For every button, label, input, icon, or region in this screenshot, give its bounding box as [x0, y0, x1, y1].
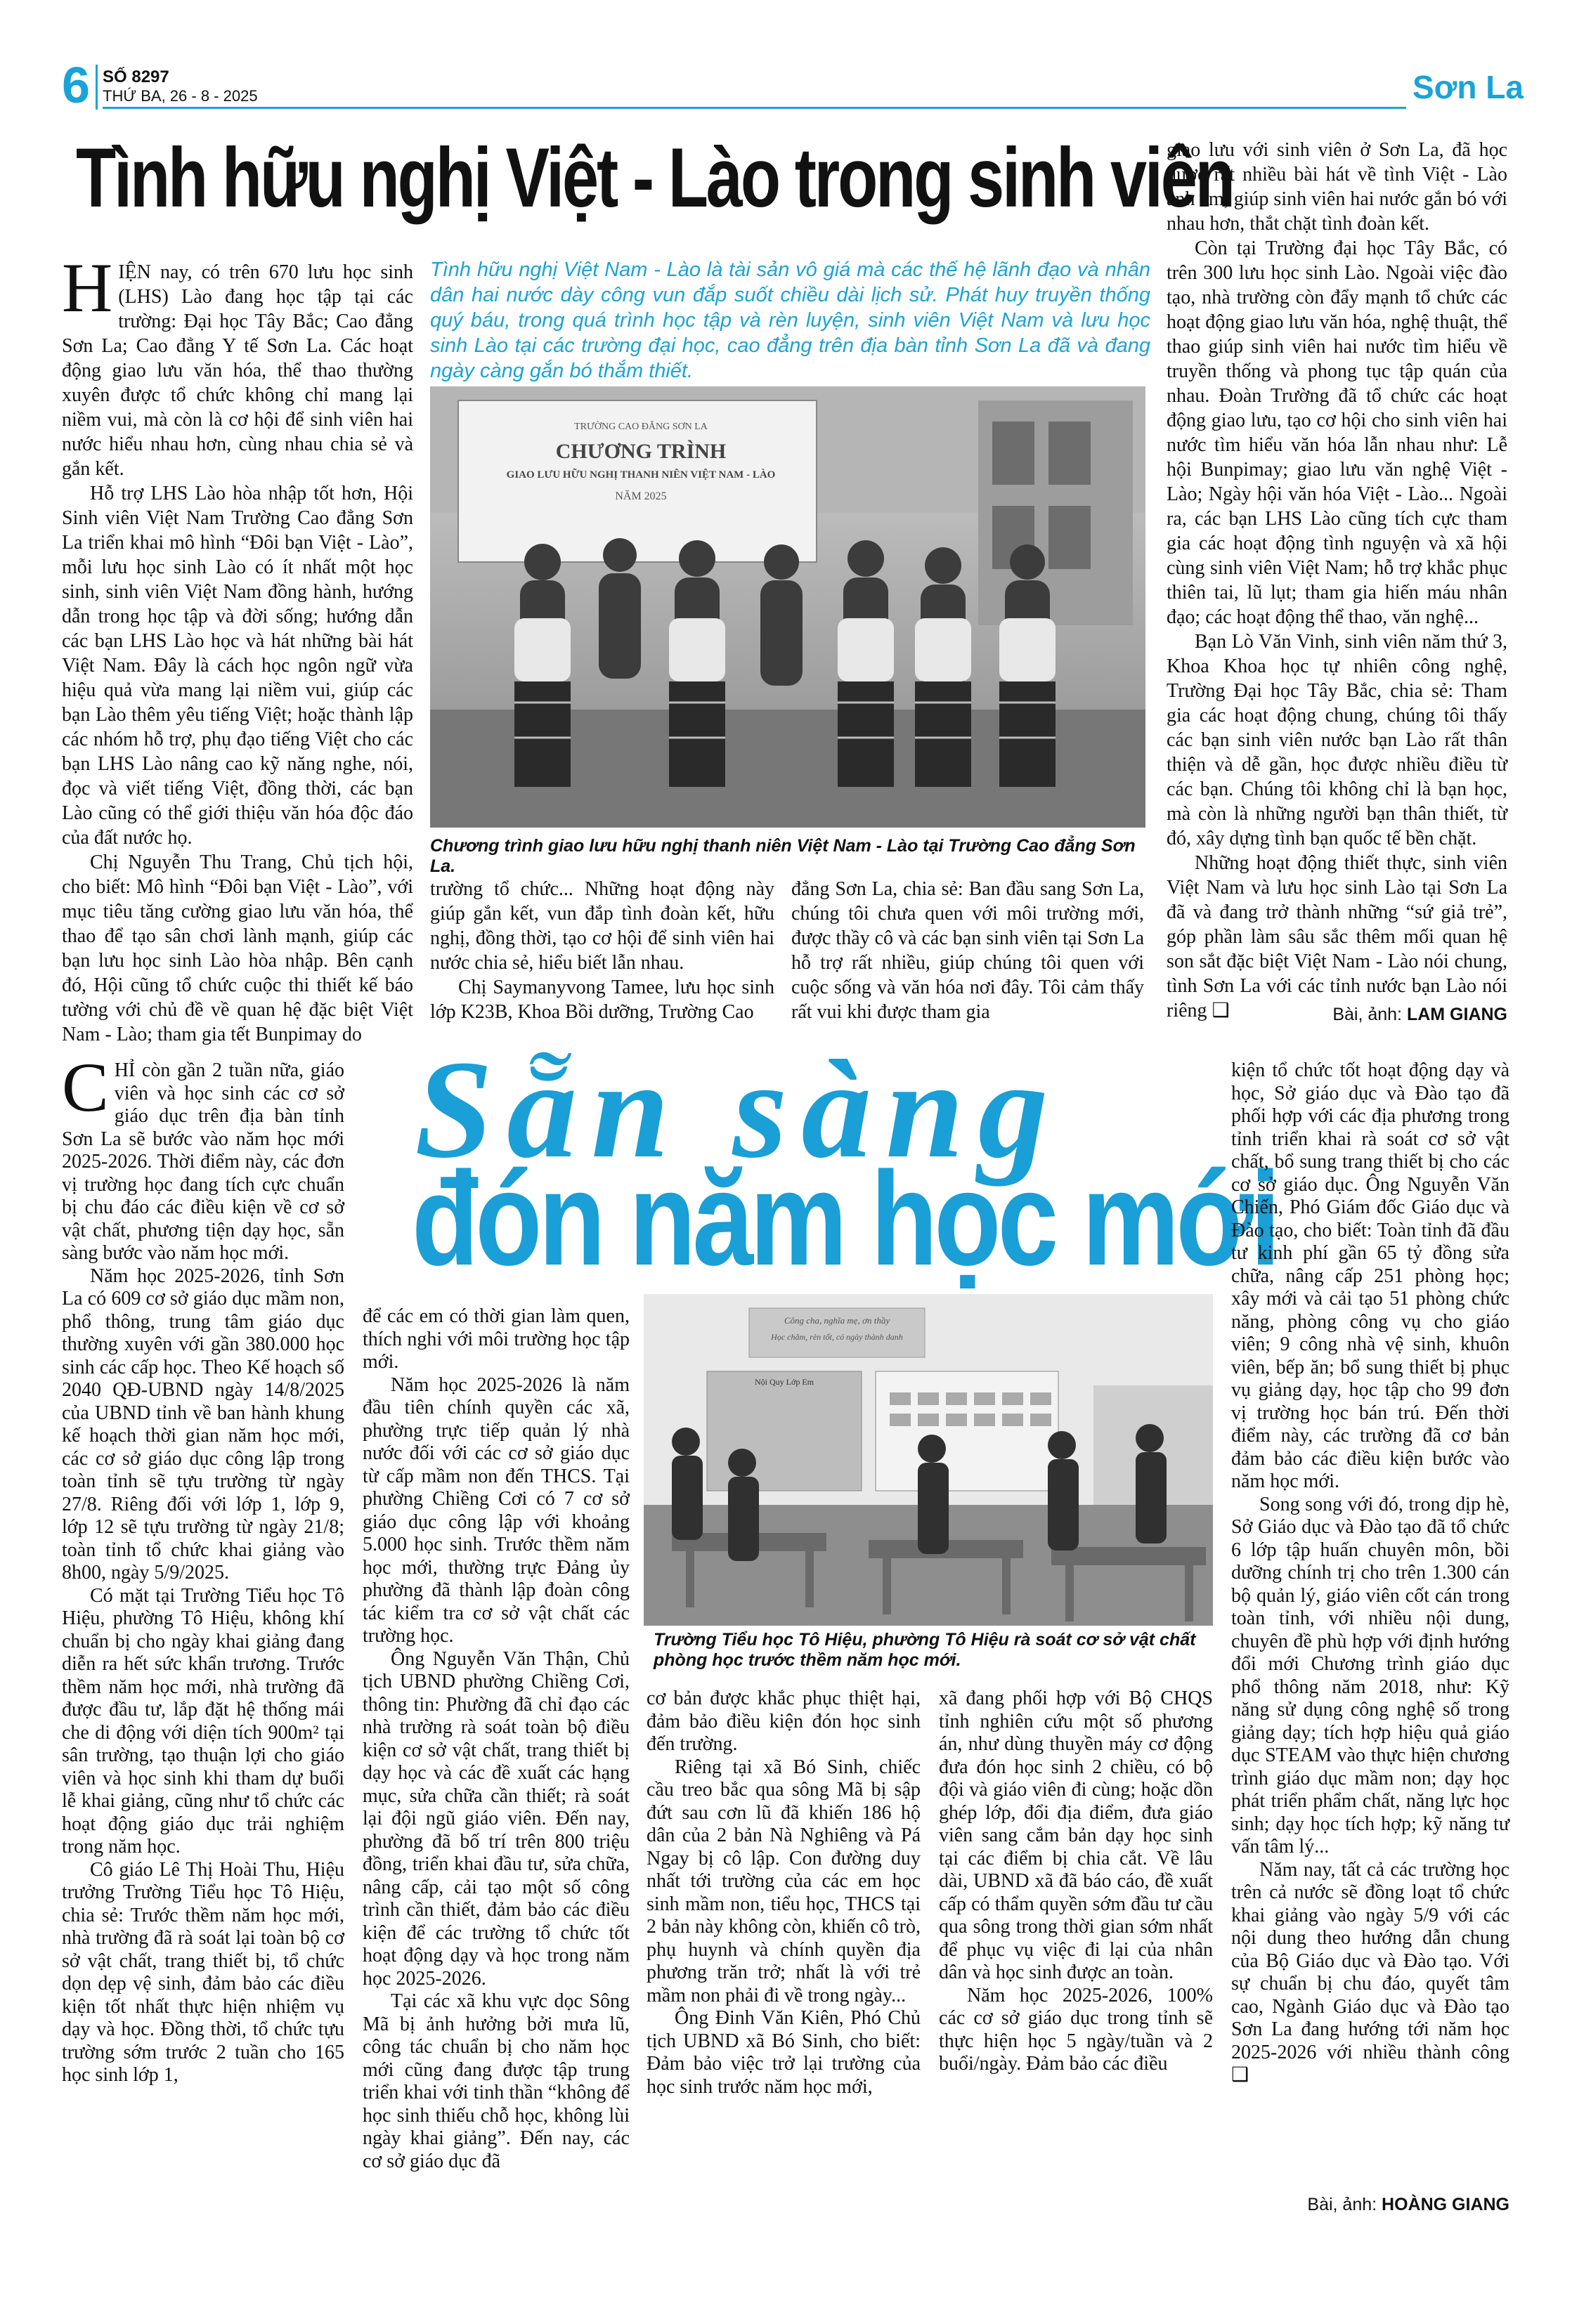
byline-prefix: Bài, ảnh:: [1332, 1005, 1402, 1024]
article2-paragraph: Năm học 2025-2026, 100% các cơ sở giáo dục trong tỉnh sẽ thực hiện học 5 ngày/tuần và 2 buổi/ngày. Đảm bảo các điều: [939, 1984, 1213, 2075]
header-rule: [103, 107, 1406, 109]
article2-paragraph: cơ bản được khắc phục thiệt hại, đảm bảo điều kiện đón học sinh đến trường.: [647, 1687, 921, 1755]
issue-date: THỨ BA, 26 - 8 - 2025: [103, 87, 258, 105]
article2-column-2: [363, 1305, 630, 2219]
article2-paragraph: Có mặt tại Trường Tiểu học Tô Hiệu, phường Tô Hiệu, không khí chuẩn bị cho ngày khai giảng đang diễn ra hết sức khẩn trương. Trước thềm năm học mới, nhà trường đã được đầu tư, lắp đặt hệ thống mái che di động với diện tích 900m² tại sân trường, tạo thuận lợi cho giáo viên và học sinh khi tham dự buổi lễ khai giảng, cũng như tổ chức các hoạt động giáo dục trải nghiệm trong năm học.: [62, 1584, 344, 1858]
byline-prefix: Bài, ảnh:: [1307, 2195, 1377, 2214]
article2-column-4: [939, 1687, 1213, 2214]
article1-paragraph: Bạn Lò Văn Vinh, sinh viên năm thứ 3, Khoa Khoa học tự nhiên công nghệ, Trường Đại học Tây Bắc, chia sẻ: Tham gia các hoạt động chung, chúng tôi thấy các bạn sinh viên nước bạn Lào rất thân thiện và dễ gần, học được nhiều điều từ các bạn. Chúng tôi không chỉ là bạn học, mà còn là những người bạn thân thiết, từ đó, xây dựng tình bạn quốc tế bền chặt.: [1167, 631, 1507, 849]
article1-column-1: [62, 249, 413, 1045]
article2-column-5: [1231, 1059, 1509, 2198]
banner-subtitle: GIAO LƯU HỮU NGHỊ THANH NIÊN VIỆT NAM - LÀO: [506, 469, 776, 481]
article1-title: Tình hữu nghị Việt - Lào trong sinh viên: [76, 131, 1233, 225]
article1-paragraph: đẳng Sơn La, chia sẻ: Ban đầu sang Sơn La, chúng tôi chưa quen với môi trường mới, được thầy cô và các bạn sinh viên tại Sơn La hỗ trợ rất nhiều, giúp chúng tôi quen với cuộc sống và văn hóa nơi đây. Tôi cảm thấy rất vui khi được tham gia: [791, 878, 1144, 1023]
article1-paragraph: Những hoạt động thiết thực, sinh viên Việt Nam và lưu học sinh Lào tại Sơn La đã và đang trở thành những “sứ giả trẻ”, góp phần làm sâu sắc thêm mối quan hệ son sắt đặc biệt Việt Nam - Lào nói chung, tình Sơn La với các tỉnh nước bạn Lào nói riêng ❑: [1167, 852, 1507, 1021]
article1-column-3: [791, 877, 1144, 1031]
article1-paragraph: Chị Saymanyvong Tamee, lưu học sinh lớp K23B, Khoa Bồi dưỡng, Trường Cao: [430, 977, 774, 1023]
issue-number: SỐ 8297: [103, 67, 169, 86]
article1-photo: [430, 386, 1145, 828]
banner-year: NĂM 2025: [615, 490, 667, 502]
article2-byline: [1231, 2195, 1509, 2215]
article1-column-2: [430, 877, 774, 1031]
section-name: Sơn La: [1413, 69, 1524, 105]
class-rules-board: Nội Quy Lớp Em: [754, 1377, 814, 1387]
article2-paragraph: xã đang phối hợp với Bộ CHQS tỉnh nghiên cứu một số phương án, như dùng thuyền máy cơ động đưa đón học sinh 2 chiều, có bộ đội và giáo viên đi cùng; hoặc dồn ghép lớp, đổi địa điểm, đưa giáo viên sang cắm bản dạy học sinh tại các điểm bị chia cắt. Về lâu dài, UBND xã đã báo cáo, đề xuất cấp có thẩm quyền sớm đầu tư cầu qua sông trong thời gian sớm nhất để phục vụ việc đi lại của nhân dân và học sinh được an toàn.: [939, 1687, 1213, 1983]
wall-slogan-2: Học chăm, rèn tốt, có ngày thành danh: [771, 1332, 903, 1342]
article2-caption: Trường Tiểu học Tô Hiệu, phường Tô Hiệu rà soát cơ sở vật chất phòng học trước thềm năm học mới.: [654, 1630, 1196, 1670]
article2-paragraph: kiện tổ chức tốt hoạt động dạy và học, Sở giáo dục và Đào tạo đã phối hợp với các địa phương trong tỉnh triển khai rà soát cơ sở vật chất, bổ sung trang thiết bị cho các cơ sở giáo dục. Ông Nguyễn Văn Chiến, Phó Giám đốc Giáo dục và Đào tạo, cho biết: Toàn tỉnh đã đầu tư kinh phí gần 65 tỷ đồng sửa chữa, nâng cấp 251 phòng học; xây mới và cải tạo 51 phòng chức năng, phòng công vụ cho giáo viên; 9 công nhà vệ sinh, khuôn viên, bếp ăn; bổ sung thiết bị phục vụ giảng dạy, học tập cho 99 đơn vị trường học bán trú. Đến thời điểm này, các trường đã cơ bản đảm bảo các điều kiện bước vào năm học mới.: [1231, 1059, 1509, 1492]
banner-title: CHƯƠNG TRÌNH: [555, 440, 727, 463]
article2-photo: [644, 1294, 1213, 1626]
article1-paragraph: Hỗ trợ LHS Lào hòa nhập tốt hơn, Hội Sinh viên Việt Nam Trường Cao đẳng Sơn La triển khai mô hình “Đôi bạn Việt - Lào”, mỗi lưu học sinh Lào có ít nhất một học sinh, sinh viên Việt Nam đồng hành, hướng dẫn trong học tập và đời sống; hướng dẫn các bạn LHS Lào học và hát những bài hát Việt Nam. Đây là cách học ngôn ngữ vừa hiệu quả vừa mang lại niềm vui, giúp các bạn Lào thêm yêu tiếng Việt; hoặc thành lập các nhóm hỗ trợ, phụ đạo tiếng Việt cho các bạn LHS Lào nâng cao kỹ năng nghe, nói, đọc và viết tiếng Việt, đồng thời, các bạn Lào cũng có thể giới thiệu văn hóa độc đáo của đất nước họ.: [62, 483, 413, 849]
banner-school: TRƯỜNG CAO ĐẲNG SƠN LA: [574, 422, 708, 432]
article2-paragraph: Ông Nguyễn Văn Thận, Chủ tịch UBND phường Chiềng Cơi, thông tin: Phường đã chỉ đạo các nhà trường rà soát toàn bộ điều kiện cơ sở vật chất, trang thiết bị dạy học và các đề xuất các hạng mục, sửa chữa cần thiết; rà soát lại đội ngũ giáo viên. Đến nay, phường đã bố trí trên 800 triệu đồng, triển khai đầu tư, sửa chữa, nâng cấp, cải tạo một số công trình cần thiết, đảm bảo các điều kiện để các trường tổ chức tốt hoạt động dạy và học trong năm học 2025-2026.: [363, 1647, 630, 1990]
article1-caption: Chương trình giao lưu hữu nghị thanh niên Việt Nam - Lào tại Trường Cao đẳng Sơn La.: [430, 836, 1136, 876]
header-divider-left: [96, 65, 98, 110]
article1-paragraph: Còn tại Trường đại học Tây Bắc, có trên 300 lưu học sinh Lào. Ngoài việc đào tạo, nhà trường còn đẩy mạnh tổ chức các hoạt động giao lưu văn hóa, nghệ thuật, thể thao giúp sinh viên hai nước tìm hiểu về truyền thống và phong tục tập quán của nhau. Đoàn Trường đã tổ chức các hoạt động giao lưu, tạo cơ hội cho sinh viên hai nước tìm hiểu văn hóa lẫn nhau như: Lễ hội Bunpimay; giao lưu văn nghệ Việt - Lào; Ngày hội văn hóa Việt - Lào... Ngoài ra, các bạn LHS Lào cũng tích cực tham gia các hoạt động tình nguyện và xã hội cùng sinh viên Việt Nam; hỗ trợ khắc phục thiên tai, lũ lụt; tham gia hiến máu nhân đạo; các hoạt động thể thao, văn nghệ...: [1167, 237, 1507, 628]
article2-paragraph: Riêng tại xã Bó Sinh, chiếc cầu treo bắc qua sông Mã bị sập đứt sau cơn lũ đã khiến 186 hộ dân của 2 bản Nà Nghiêng và Pá Ngay bị cô lập. Con đường duy nhất tới trường của các em học sinh mầm non, tiểu học, THCS tại 2 bản này không còn, khiến cô trò, phụ huynh và chính quyền địa phương trăn trở; nhất là với trẻ mầm non phải đi về trong ngày...: [647, 1756, 921, 2006]
article1-byline: [1167, 1005, 1507, 1025]
article1-paragraph: Chị Nguyễn Thu Trang, Chủ tịch hội, cho biết: Mô hình “Đôi bạn Việt - Lào”, với mục tiêu tăng cường giao lưu văn hóa, thể thao để tạo sân chơi lành mạnh, giúp các bạn lưu học sinh Lào hòa nhập. Bên cạnh đó, Hội cũng tổ chức cuộc thi thiết kế báo tường với chủ đề về quan hệ đặc biệt Việt Nam - Lào; tham gia tết Bunpimay do: [62, 851, 413, 1045]
article2-paragraph: Song song với đó, trong dịp hè, Sở Giáo dục và Đào tạo đã tổ chức 6 lớp tập huấn chuyên môn, bồi dưỡng chính trị cho trên 1.300 cán bộ quản lý, giáo viên cốt cán trong toàn tỉnh, với nhiều nội dung, chuyên đề phù hợp với định hướng đổi mới Chương trình giáo dục phổ thông năm 2018, như: Kỹ năng sử dụng công nghệ số trong giảng dạy; tích hợp hiệu quả giáo dục STEAM vào thực hiện chương trình giáo dục mầm non; dạy học phát triển phẩm chất, năng lực học sinh; dạy học tích hợp; kỹ năng tư vấn tâm lý...: [1231, 1493, 1509, 1858]
page-number: 6: [62, 58, 91, 114]
article2-paragraph: Ông Đinh Văn Kiên, Phó Chủ tịch UBND xã Bó Sinh, cho biết: Đảm bảo việc trở lại trường của học sinh trước năm học mới,: [647, 2007, 921, 2098]
article2-paragraph: Năm học 2025-2026 là năm đầu tiên chính quyền các xã, phường trực tiếp quản lý nhà nước đối với các cơ sở giáo dục từ cấp mầm non đến THCS. Tại phường Chiềng Cơi có 7 cơ sở giáo dục công lập với khoảng 5.000 học sinh. Trước thềm năm học mới, thường trực Đảng ủy phường đã thành lập đoàn công tác kiểm tra cơ sở vật chất các trường học.: [363, 1373, 630, 1647]
classroom-photo: [644, 1294, 1213, 1626]
byline-author: HOÀNG GIANG: [1382, 2195, 1509, 2214]
article2-paragraph: Cô giáo Lê Thị Hoài Thu, Hiệu trưởng Trường Tiểu học Tô Hiệu, chia sẻ: Trước thềm năm học mới, nhà trường đã rà soát lại toàn bộ cơ sở vật chất, trang thiết bị, tổ chức dọn dẹp vệ sinh, đảm bảo các điều kiện tốt nhất thực hiện nhiệm vụ dạy và học. Đồng thời, tổ chức tựu trường sớm trước 2 tuần cho 165 học sinh lớp 1,: [62, 1858, 344, 2086]
wall-slogan-1: Công cha, nghĩa mẹ, ơn thầy: [784, 1315, 890, 1326]
article2-paragraph: CHỈ còn gần 2 tuần nữa, giáo viên và học sinh các cơ sở giáo dục trên địa bàn tỉnh Sơn La sẽ bước vào năm học mới 2025-2026. Thời điểm này, các đơn vị trường học đang tích cực chuẩn bị chu đáo các điều kiện về cơ sở vật chất, phương tiện dạy học, sẵn sàng bước vào năm học mới.: [62, 1048, 344, 1264]
article2-paragraph: Năm nay, tất cả các trường học trên cả nước sẽ đồng loạt tổ chức khai giảng vào ngày 5/9 với các nội dung theo hướng dẫn chung của Bộ Giáo dục và Đào tạo. Với sự chuẩn bị chu đáo, quyết tâm cao, Ngành Giáo dục và Đào tạo Sơn La đang hướng tới năm học 2025-2026 với nhiều thành công ❑: [1231, 1858, 1509, 2086]
article1-sapo: Tình hữu nghị Việt Nam - Lào là tài sản vô giá mà các thế hệ lãnh đạo và nhân dân hai nước dày công vun đắp suốt chiều dài lịch sử. Phát huy truyền thống quý báu, trong quá trình học tập và rèn luyện, sinh viên Việt Nam và lưu học sinh Lào tại các trường đại học, cao đẳng trên địa bàn tỉnh Sơn La đã và đang ngày càng gắn bó thắm thiết.: [430, 259, 1150, 382]
article1-paragraph: HIỆN nay, có trên 670 lưu học sinh (LHS) Lào đang học tập tại các trường: Đại học Tây Bắc; Cao đẳng Sơn La; Cao đẳng Y tế Sơn La. Các hoạt động giao lưu văn hóa, thể thao thường xuyên được tổ chức không chỉ mang lại niềm vui, mà còn là cơ hội để sinh viên hai nước hiểu nhau hơn, cùng nhau chia sẻ và gắn kết.: [62, 249, 413, 480]
article2-paragraph: Tại các xã khu vực dọc Sông Mã bị ảnh hưởng bởi mưa lũ, công tác chuẩn bị cho năm học mới cũng đang được tập trung triển khai với tinh thần “không để học sinh thiếu chỗ học, không lùi ngày khai giảng”. Đến nay, các cơ sở giáo dục đã: [363, 1990, 630, 2172]
article2-paragraph: để các em có thời gian làm quen, thích nghi với môi trường học tập mới.: [363, 1305, 630, 1373]
article2-column-3: [647, 1687, 921, 2214]
byline-author: LAM GIANG: [1406, 1005, 1507, 1024]
article2-title-line2: đón năm học mới: [412, 1144, 1278, 1293]
article2-column-1: [62, 1048, 344, 2219]
article2-title-line1: Sẵn sàng: [415, 1032, 1063, 1187]
article1-paragraph: trường tổ chức... Những hoạt động này giúp gắn kết, vun đắp tình đoàn kết, hữu nghị, đồng thời, tạo cơ hội để sinh viên hai nước chia sẻ, hiểu biết lẫn nhau.: [430, 878, 774, 974]
article1-paragraph: giao lưu với sinh viên ở Sơn La, đã học được rất nhiều bài hát về tình Việt - Lào anh em, giúp sinh viên hai nước gắn bó với nhau hơn, thắt chặt tình đoàn kết.: [1167, 139, 1507, 235]
article2-paragraph: Năm học 2025-2026, tỉnh Sơn La có 609 cơ sở giáo dục mầm non, phổ thông, trung tâm giáo dục thường xuyên với gần 380.000 học sinh các cấp học. Theo Kế hoạch số 2040 QĐ-UBND ngày 14/8/2025 của UBND tỉnh về ban hành khung kế hoạch thời gian năm học mới, các cơ sở giáo dục công lập trong toàn tỉnh sẽ tựu trường từ ngày 27/8. Riêng đối với lớp 1, lớp 9, lớp 12 sẽ tựu trường từ ngày 21/8; toàn tỉnh tổ chức khai giảng vào 8h00, ngày 5/9/2025.: [62, 1265, 344, 1584]
